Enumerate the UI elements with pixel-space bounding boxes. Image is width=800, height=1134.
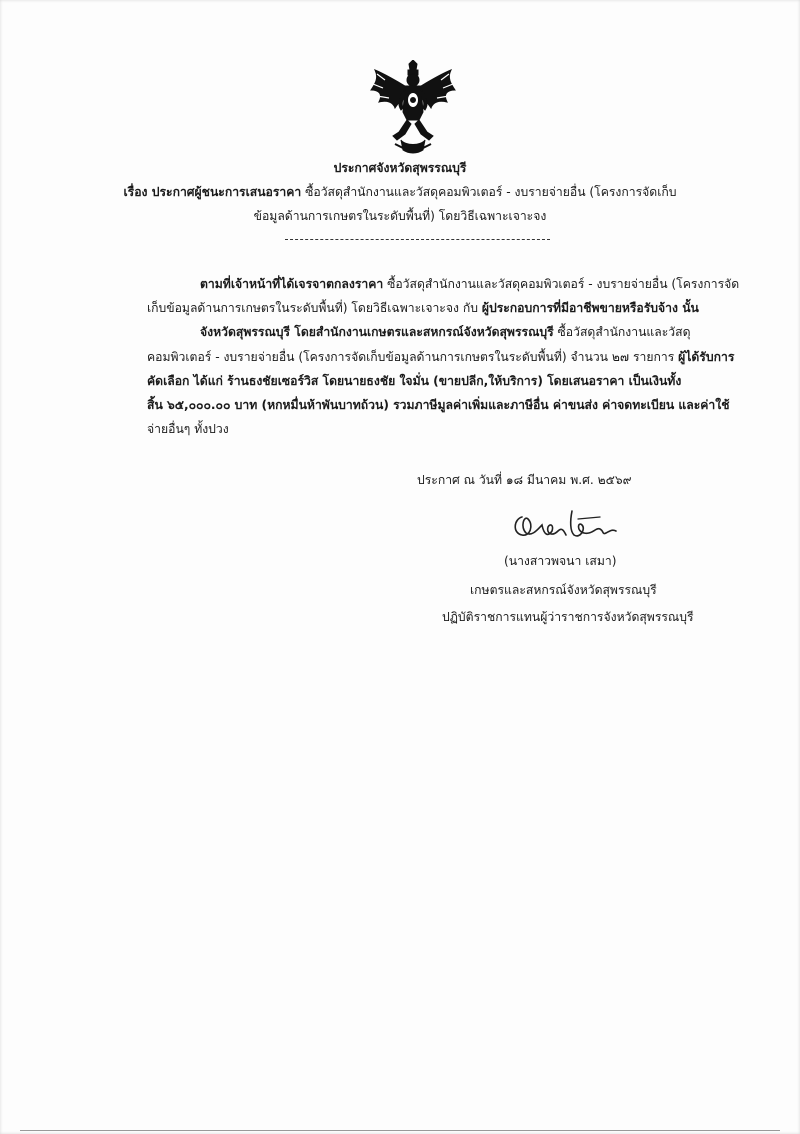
subject-label: เรื่อง ประกาศผู้ชนะการเสนอราคา [123,185,302,199]
paragraph-2-line-5: จ่ายอื่นๆ ทั้งปวง [147,422,229,436]
garuda-emblem-icon [365,60,461,156]
p2-line2-text: คอมพิวเตอร์ - งบรายจ่ายอื่น (โครงการจัดเก็บข้อมูลด้านการเกษตรในระดับพื้นที่) จำนวน ๒๗ รายการ [147,350,679,364]
paragraph-2-line-2 [147,349,734,365]
p1-intro: ตามที่เจ้าหน้าที่ได้เจรจาตกลงราคา [200,277,384,291]
p1-line2-bold: ผู้ประกอบการที่มีอาชีพขายหรือรับจ้าง นั้น [481,301,699,315]
page-bottom-edge [20,1130,780,1131]
paragraph-1-line-2 [147,300,699,316]
subject-line-1 [0,184,800,200]
subject-text: ซื้อวัสดุสำนักงานและวัสดุคอมพิวเตอร์ - งบรายจ่ายอื่น (โครงการจัดเก็บ [301,185,677,199]
subject-line-2: ข้อมูลด้านการเกษตรในระดับพื้นที่) โดยวิธีเฉพาะเจาะจง [253,209,547,223]
announce-date: ประกาศ ณ วันที่ ๑๘ มีนาคม พ.ศ. ๒๕๖๙ [417,473,632,487]
paragraph-2-line-3: คัดเลือก ได้แก่ ร้านธงชัยเซอร์วิส โดยนายธงชัย ใจมั่น (ขายปลีก,ให้บริการ) โดยเสนอราคา เป็นเงินทั้ง [147,374,682,388]
signature-icon [508,505,620,547]
p1-text: ซื้อวัสดุสำนักงานและวัสดุคอมพิวเตอร์ - งบรายจ่ายอื่น (โครงการจัด [383,277,740,291]
p1-line2-text: เก็บข้อมูลด้านการเกษตรในระดับพื้นที่) โดยวิธีเฉพาะเจาะจง กับ [147,301,482,315]
paragraph-2-line-4: สิ้น ๖๕,๐๐๐.๐๐ บาท (หกหมื่นห้าพันบาทถ้วน) รวมภาษีมูลค่าเพิ่มและภาษีอื่น ค่าขนส่ง ค่าจดทะเบียน และค่าใช้ [147,398,730,412]
paragraph-2-line-1 [200,324,691,340]
p2-intro: จังหวัดสุพรรณบุรี โดยสำนักงานเกษตรและสหกรณ์จังหวัดสุพรรณบุรี [200,325,554,339]
paragraph-1-line-1 [200,276,739,292]
p2-text: ซื้อวัสดุสำนักงานและวัสดุ [553,325,691,339]
signer-title: เกษตรและสหกรณ์จังหวัดสุพรรณบุรี [470,583,657,597]
p2-line2-bold: ผู้ได้รับการ [678,350,735,364]
signer-name: (นางสาวพจนา เสมา) [504,554,617,568]
announcement-title: ประกาศจังหวัดสุพรรณบุรี [333,161,467,175]
header-divider [285,239,550,240]
signer-acting-title: ปฏิบัติราชการแทนผู้ว่าราชการจังหวัดสุพรรณบุรี [442,610,694,624]
